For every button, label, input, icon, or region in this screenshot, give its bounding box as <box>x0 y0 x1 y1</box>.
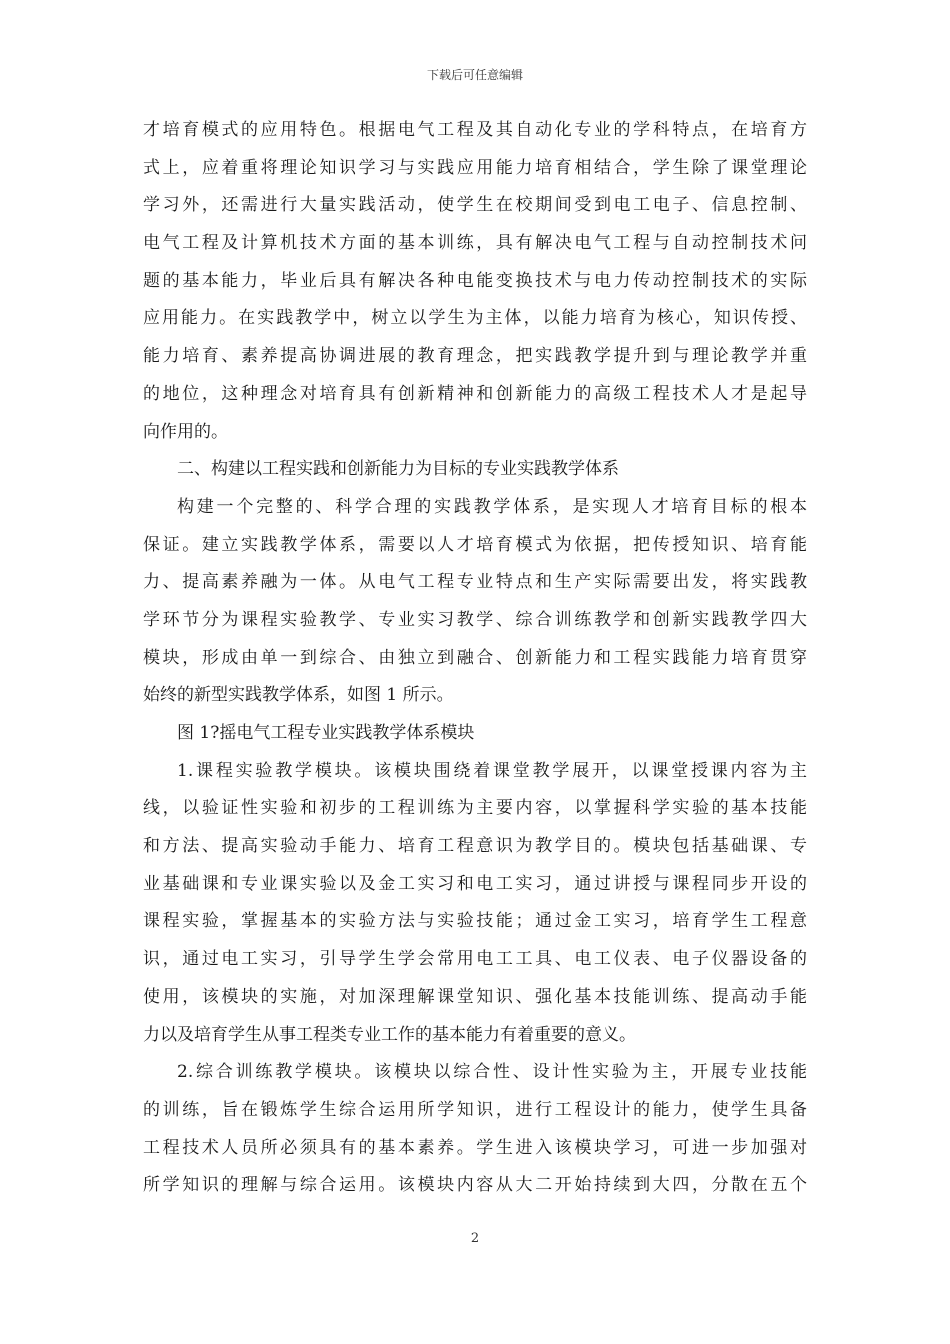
body-line: 使用，该模块的实施，对加深理解课堂知识、强化基本技能训练、提高动手能 <box>143 986 807 1007</box>
body-line: 保证。建立实践教学体系，需要以人才培育模式为依据，把传授知识、培育能 <box>143 534 807 555</box>
body-line: 题的基本能力，毕业后具有解决各种电能变换技术与电力传动控制技术的实际 <box>143 270 807 291</box>
section-heading: 二、构建以工程实践和创新能力为目标的专业实践教学体系 <box>177 459 619 480</box>
body-line: 课程实验，掌握基本的实验方法与实验技能；通过金工实习，培育学生工程意 <box>143 911 807 932</box>
figure-caption: 图 1?摇电气工程专业实践教学体系模块 <box>177 723 475 743</box>
body-line: 应用能力。在实践教学中，树立以学生为主体，以能力培育为核心，知识传授、 <box>143 308 807 329</box>
body-line: 业基础课和专业课实验以及金工实习和电工实习，通过讲授与课程同步开设的 <box>143 873 807 894</box>
body-line: 力以及培育学生从事工程类专业工作的基本能力有着重要的意义。 <box>143 1024 636 1045</box>
page-header: 下载后可任意编辑 <box>426 68 523 82</box>
body-line: 才培育模式的应用特色。根据电气工程及其自动化专业的学科特点，在培育方 <box>143 120 807 140</box>
body-line: 工程技术人员所必须具有的基本素养。学生进入该模块学习，可进一步加强对 <box>143 1137 807 1158</box>
body-line: 构建一个完整的、科学合理的实践教学体系，是实现人才培育目标的根本 <box>177 496 807 517</box>
body-line: 的地位，这种理念对培育具有创新精神和创新能力的高级工程技术人才是起导 <box>143 383 807 404</box>
document-body <box>143 112 807 1205</box>
body-line: 学环节分为课程实验教学、专业实习教学、综合训练教学和创新实践教学四大 <box>143 609 807 630</box>
body-line: 力、提高素养融为一体。从电气工程专业特点和生产实际需要出发，将实践教 <box>143 572 807 593</box>
body-line: 线，以验证性实验和初步的工程训练为主要内容，以掌握科学实验的基本技能 <box>143 798 807 819</box>
body-line: 所学知识的理解与综合运用。该模块内容从大二开始持续到大四，分散在五个 <box>143 1175 807 1196</box>
body-line: 电气工程及计算机技术方面的基本训练，具有解决电气工程与自动控制技术问 <box>143 233 807 254</box>
body-line: 模块，形成由单一到综合、由独立到融合、创新能力和工程实践能力培育贯穿 <box>143 647 807 668</box>
body-line: 学习外，还需进行大量实践活动，使学生在校期间受到电工电子、信息控制、 <box>143 195 807 216</box>
body-line: 1.课程实验教学模块。该模块围绕着课堂教学展开，以课堂授课内容为主 <box>177 760 807 781</box>
body-line: 式上，应着重将理论知识学习与实践应用能力培育相结合，学生除了课堂理论 <box>143 157 807 178</box>
body-line: 能力培育、素养提高协调进展的教育理念，把实践教学提升到与理论教学并重 <box>143 346 807 367</box>
page-number: 2 <box>470 1231 480 1246</box>
body-line: 识，通过电工实习，引导学生学会常用电工工具、电工仪表、电子仪器设备的 <box>143 949 807 970</box>
body-line: 向作用的。 <box>143 421 228 442</box>
body-line: 和方法、提高实验动手能力、培育工程意识为教学目的。模块包括基础课、专 <box>143 836 807 857</box>
body-line: 始终的新型实践教学体系，如图 1 所示。 <box>143 685 454 706</box>
body-line: 的训练，旨在锻炼学生综合运用所学知识，进行工程设计的能力，使学生具备 <box>143 1099 807 1120</box>
body-line: 2.综合训练教学模块。该模块以综合性、设计性实验为主，开展专业技能 <box>177 1062 807 1083</box>
